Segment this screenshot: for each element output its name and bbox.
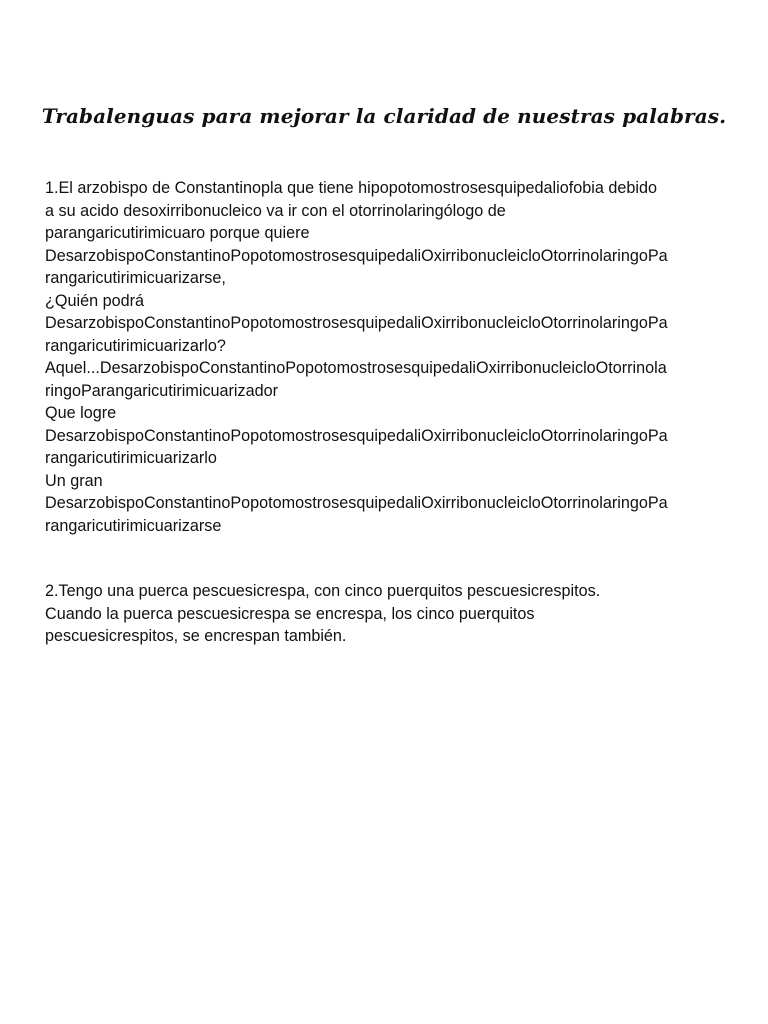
tongue-twister-1 [45, 177, 725, 537]
tongue-twister-2 [45, 580, 725, 648]
text-line: a su acido desoxirribonucleico va ir con el otorrinolaringólogo de [45, 201, 506, 220]
text-line: 1.El arzobispo de Constantinopla que tiene hipopotomostrosesquipedaliofobia debido [45, 179, 657, 197]
text-line: rangaricutirimicuarizarse [45, 516, 222, 535]
text-line: rangaricutirimicuarizarlo? [45, 336, 226, 355]
text-line: rangaricutirimicuarizarlo [45, 449, 217, 467]
text-line: Aquel...DesarzobispoConstantinoPopotomostrosesquipedaliOxirribonucleicloOtorrinola [45, 359, 667, 377]
text-line: pescuesicrespitos, se encrespan también. [45, 627, 347, 645]
text-line: ringoParangaricutirimicuarizador [45, 381, 279, 400]
text-line: DesarzobispoConstantinoPopotomostrosesquipedaliOxirribonucleicloOtorrinolaringoPa [45, 246, 668, 265]
text-line: Un gran [45, 471, 103, 490]
text-line: parangaricutirimicuaro porque quiere [45, 224, 310, 242]
text-line: rangaricutirimicuarizarse, [45, 269, 226, 287]
text-line: Cuando la puerca pescuesicrespa se encrespa, los cinco puerquitos [45, 604, 535, 623]
text-line: ¿Quién podrá [45, 291, 144, 310]
text-line: DesarzobispoConstantinoPopotomostrosesquipedaliOxirribonucleicloOtorrinolaringoPa [45, 314, 668, 332]
text-line: DesarzobispoConstantinoPopotomostrosesquipedaliOxirribonucleicloOtorrinolaringoPa [45, 494, 668, 512]
text-line: DesarzobispoConstantinoPopotomostrosesquipedaliOxirribonucleicloOtorrinolaringoPa [45, 426, 668, 445]
text-line: Que logre [45, 404, 117, 422]
document-title: Trabalenguas para mejorar la claridad de nuestras palabras. [41, 104, 727, 128]
text-line: 2.Tengo una puerca pescuesicrespa, con cinco puerquitos pescuesicrespitos. [45, 582, 601, 600]
